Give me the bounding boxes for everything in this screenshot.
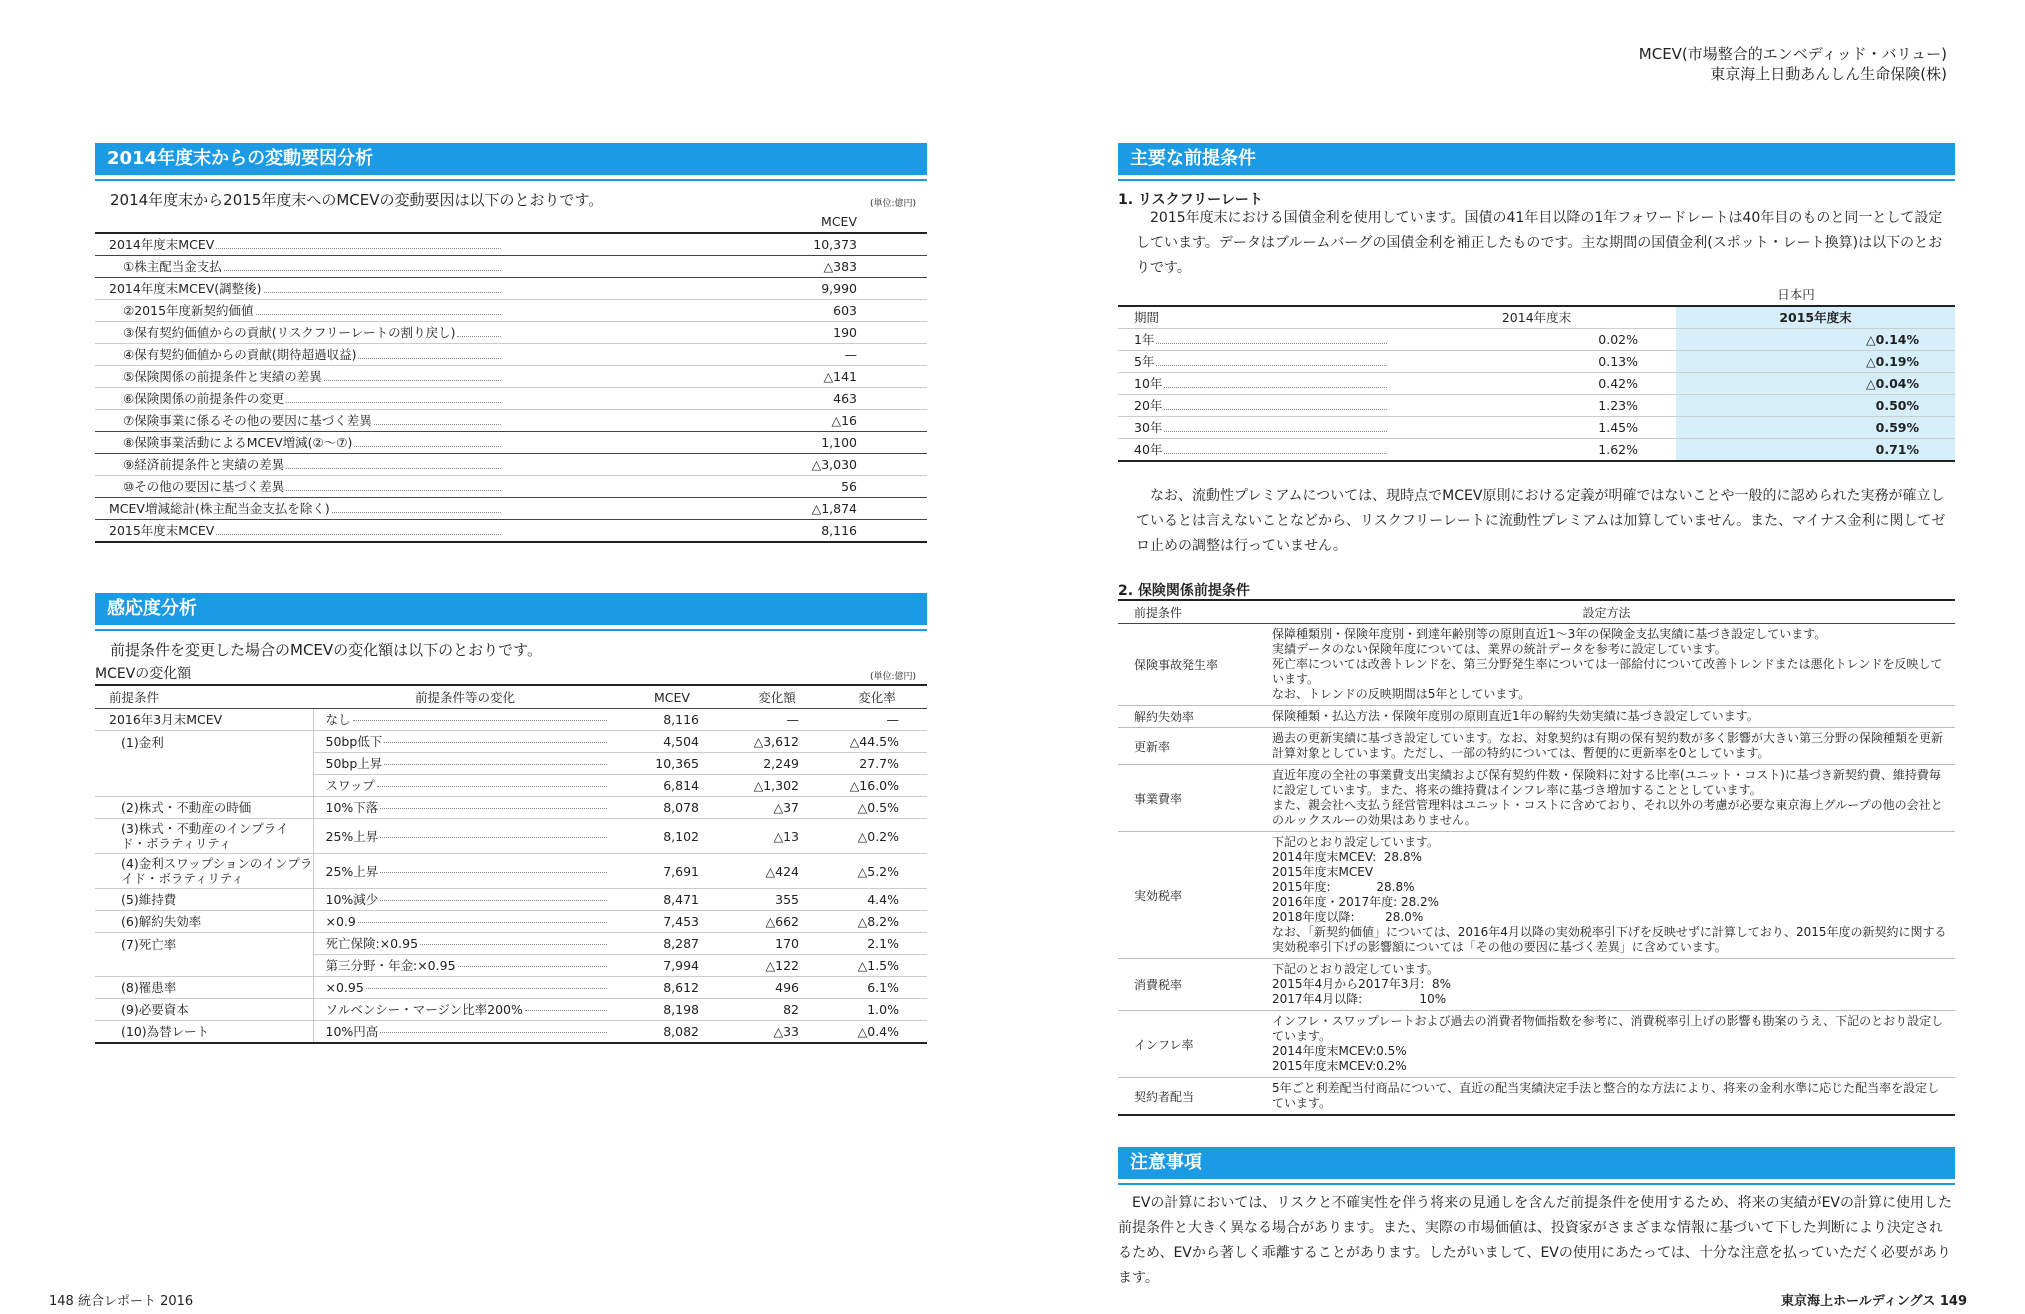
table-row: 契約者配当 5年ごと利差配当付商品について、直近の配当実績決定手法と整合的な方法により、将来の金利水準に応じた配当率を設定しています。 — [1118, 1078, 1955, 1116]
table-row: ⑦保険事業に係るその他の要因に基づく差異 △16 — [95, 410, 927, 432]
assumption-line: インフレ・スワップレートおよび過去の消費者物価指数を参考に、消費税率引上げの影響も勘案のうえ、下記のとおり設定しています。 — [1272, 1014, 1944, 1043]
table-row: (1)金利 50bp低下 4,504 △3,612 △44.5% — [95, 731, 927, 753]
section-title-key-assumptions — [1118, 143, 1955, 175]
table-row: ⑥保険関係の前提条件の変更 463 — [95, 388, 927, 410]
assumption-line: 2015年度末MCEV — [1272, 865, 1374, 879]
section-title-text: 主要な前提条件 — [1130, 148, 1256, 169]
assumption-line: 保険種類・払込方法・保険年度別の原則直近1年の解約失効実績に基づき設定しています。 — [1272, 709, 1759, 723]
table-row: 40年 1.62% 0.71% — [1118, 439, 1955, 462]
section-title-text: 注意事項 — [1130, 1152, 1202, 1173]
assumption-text — [1258, 1011, 1955, 1078]
col-header-mcev: MCEV — [821, 214, 857, 229]
table-header-row: 前提条件 設定方法 — [1118, 600, 1955, 624]
assumption-line: 直近年度の全社の事業費支出実績および保有契約件数・保険料に対する比率(ユニット・コスト)に基づき新契約費、維持費毎に設定しています。また、将来の維持費はインフレ率に基づき増加することとしています。 — [1272, 768, 1941, 797]
risk-free-rate-table — [1118, 284, 1955, 462]
table-row: 5年 0.13% △0.19% — [1118, 351, 1955, 373]
assumption-line: なお、「新契約価値」については、2016年4月以降の実効税率引下げを反映せずに計算しており、2015年度の新契約に関する実効税率引下げの影響額については「その他の要因に基づく差異」に含めています。 — [1272, 925, 1947, 954]
table-row: MCEV増減総計(株主配当金支払を除く) △1,874 — [95, 498, 927, 520]
table-row: 保険事故発生率 保障種類別・保険年度別・到達年齢別等の原則直近1〜3年の保険金支払実績に基づき設定しています。 実績データのない保険年度については、業界の統計データを参考に設定しています。 死亡率については改善トレンドを、第三分野発生率については一部給付について改善トレンドまたは悪化トレンドを反映しています。 なお、トレンドの反映期間は5年としています。 — [1118, 624, 1955, 706]
assumption-line: 下記のとおり設定しています。 — [1272, 962, 1440, 976]
table-row: (10)為替レート 10%円高 8,082 △33 △0.4% — [95, 1021, 927, 1044]
page-header — [1639, 44, 1947, 84]
header-line1: MCEV(市場整合的エンベディッド・バリュー) — [1638, 45, 1947, 63]
assumption-text — [1258, 1078, 1955, 1116]
table-row: 解約失効率 保険種類・払込方法・保険年度別の原則直近1年の解約失効実績に基づき設定しています。 — [1118, 706, 1955, 728]
table-header-row: 期間 2014年度末 2015年度末 — [1118, 306, 1955, 329]
assumption-line: 2015年度: 28.8% — [1272, 880, 1415, 894]
table-row: (8)罹患率 ×0.95 8,612 496 6.1% — [95, 977, 927, 999]
table-row: ⑨経済前提条件と実績の差異 △3,030 — [95, 454, 927, 476]
table-row: ②2015年度新契約価値 603 — [95, 300, 927, 322]
table-row: ③保有契約価値からの貢献(リスクフリーレートの割り戻し) 190 — [95, 322, 927, 344]
table-row: 50bp上昇 10,365 2,249 27.7% — [95, 753, 927, 775]
table-row: 2015年度末MCEV 8,116 — [95, 520, 927, 543]
table-row: 1年 0.02% △0.14% — [1118, 329, 1955, 351]
intro-sensitivity: 前提条件を変更した場合のMCEVの変化額は以下のとおりです。 — [110, 641, 542, 659]
table-row: インフレ率 インフレ・スワップレートおよび過去の消費者物価指数を参考に、消費税率引上げの影響も勘案のうえ、下記のとおり設定しています。 2014年度末MCEV:0.5% 2015年度末MCEV:0.2% — [1118, 1011, 1955, 1078]
table-row: 更新率 過去の更新実績に基づき設定しています。なお、対象契約は有期の保有契約数が多く影響が大きい第三分野の保険種類を更新計算対象としています。ただし、一部の特約については、暫便的に更新率を0としています。 — [1118, 728, 1955, 765]
sensitivity-table — [95, 684, 927, 1044]
assumption-line: 保障種類別・保険年度別・到達年齢別等の原則直近1〜3年の保険金支払実績に基づき設定しています。 — [1272, 627, 1827, 641]
table-row: (5)維持費 10%減少 8,471 355 4.4% — [95, 889, 927, 911]
assumption-line: 5年ごと利差配当付商品について、直近の配当実績決定手法と整合的な方法により、将来の金利水準に応じた配当率を設定しています。 — [1272, 1081, 1940, 1110]
subheading-risk-free-rate: 1. リスクフリーレート — [1118, 192, 1263, 208]
footer-right: 東京海上ホールディングス 149 — [1781, 1294, 1967, 1309]
section-title-notes — [1118, 1147, 1955, 1179]
intro-change-analysis: 2014年度末から2015年度末へのMCEVの変動要因は以下のとおりです。 — [110, 191, 604, 209]
para-notes: EVの計算においては、リスクと不確実性を伴う将来の見通しを含んだ前提条件を使用するため、将来の実績がEVの計算に使用した前提条件と大きく異なる場合があります。また、実際の市場価値は、投資家がさまざまな情報に基づいて下した判断により決定されるため、EVから著しく乖離することがあります。したがいまして、EVの使用にあたっては、十分な注意を払っていただく必要があります。 — [1118, 1195, 1953, 1286]
section-title-change-analysis — [95, 143, 927, 175]
currency-label: 日本円 — [1397, 284, 1955, 306]
table-row: 2014年度末MCEV 10,373 — [95, 233, 927, 256]
table-row: (3)株式・不動産のインプライド・ボラティリティ 25%上昇 8,102 △13 △0.2% — [95, 819, 927, 854]
assumption-line: また、親会社へ支払う経営管理料はユニット・コストに含めており、それ以外の考慮が必要な東京海上グループの他の会社とのルックスルーの効果はありません。 — [1272, 798, 1943, 827]
table-row: 第三分野・年金:×0.95 7,994 △122 △1.5% — [95, 955, 927, 977]
section-title-text: 感応度分析 — [107, 598, 197, 619]
table-row: (6)解約失効率 ×0.9 7,453 △662 △8.2% — [95, 911, 927, 933]
assumption-text — [1258, 832, 1955, 959]
assumption-line: 2016年度・2017年度: 28.2% — [1272, 895, 1440, 909]
assumption-text — [1258, 728, 1955, 765]
assumption-line: 2014年度末MCEV:0.5% — [1272, 1044, 1407, 1058]
insurance-assumptions-table — [1118, 599, 1955, 1116]
table-row: (9)必要資本 ソルベンシー・マージン比率200% 8,198 82 1.0% — [95, 999, 927, 1021]
change-analysis-table — [95, 211, 927, 543]
table-row: ⑤保険関係の前提条件と実績の差異 △141 — [95, 366, 927, 388]
table-row: 事業費率 直近年度の全社の事業費支出実績および保有契約件数・保険料に対する比率(ユニット・コスト)に基づき新契約費、維持費毎に設定しています。また、将来の維持費はインフレ率に基づき増加することとしています。 また、親会社へ支払う経営管理料はユニット・コストに含めており、それ以外の考慮が必要な東京海上グループの他の会社とのルックスルーの効果はありません。 — [1118, 765, 1955, 832]
table-row: 30年 1.45% 0.59% — [1118, 417, 1955, 439]
table-row: ⑧保険事業活動によるMCEV増減(②〜⑦) 1,100 — [95, 432, 927, 454]
table-row: 2014年度末MCEV(調整後) 9,990 — [95, 278, 927, 300]
unit-label-1: (単位:億円) — [870, 199, 917, 209]
table-row: (2)株式・不動産の時価 10%下落 8,078 △37 △0.5% — [95, 797, 927, 819]
assumption-text — [1258, 959, 1955, 1011]
assumption-line: 過去の更新実績に基づき設定しています。なお、対象契約は有期の保有契約数が多く影響が大きい第三分野の保険種類を更新計算対象としています。ただし、一部の特約については、暫便的に更新率を0としています。 — [1272, 731, 1944, 760]
assumption-line: 実績データのない保険年度については、業界の統計データを参考に設定しています。 — [1272, 642, 1727, 656]
table-row: 20年 1.23% 0.50% — [1118, 395, 1955, 417]
para-liquidity-premium: なお、流動性プレミアムについては、現時点でMCEV原則における定義が明確ではないことや一般的に認められた実務が確立しているとは言えないことなどから、リスクフリーレートに流動性プレミアムは加算していません。また、マイナス金利に関してゼロ止めの調整は行っていません。 — [1136, 488, 1946, 554]
assumption-line: 2018年度以降: 28.0% — [1272, 910, 1424, 924]
header-line2: 東京海上日動あんしん生命保険(株) — [1710, 65, 1947, 83]
table-row: 2016年3月末MCEV なし 8,116 — — — [95, 709, 927, 731]
para-risk-free-rate: 2015年度末における国債金利を使用しています。国債の41年目以降の1年フォワードレートは40年目のものと同一として設定しています。データはブルームバーグの国債金利を補正したものです。主な期間の国債金利(スポット・レート換算)は以下のとおりです。 — [1136, 210, 1943, 276]
table-row: 実効税率 下記のとおり設定しています。 2014年度末MCEV: 28.8% 2015年度末MCEV 2015年度: 28.8% 2016年度・2017年度: 28.2% 2018年度以降: 28.0% なお、「新契約価値」については、2016年4月以降の実効税率引下げを反映せずに計算しており、2015年度の新契約に関する実効税率引下げの影響額については「その他の要因に基づく差異」に含めています。 — [1118, 832, 1955, 959]
table-row: (7)死亡率 死亡保険:×0.95 8,287 170 2.1% — [95, 933, 927, 955]
assumption-text — [1258, 624, 1955, 706]
table-row: 消費税率 下記のとおり設定しています。 2015年4月から2017年3月: 8% 2017年4月以降: 10% — [1118, 959, 1955, 1011]
table-row: ⑩その他の要因に基づく差異 56 — [95, 476, 927, 498]
table-header-row: 前提条件 前提条件等の変化 MCEV 変化額 変化率 — [95, 685, 927, 709]
section-title-sensitivity — [95, 593, 927, 625]
assumption-line: 2015年度末MCEV:0.2% — [1272, 1059, 1407, 1073]
assumption-text — [1258, 765, 1955, 832]
assumption-text — [1258, 706, 1955, 728]
table-row: ①株主配当金支払 △383 — [95, 256, 927, 278]
table-row: スワップ 6,814 △1,302 △16.0% — [95, 775, 927, 797]
assumption-line: 下記のとおり設定しています。 — [1272, 835, 1440, 849]
assumption-line: なお、トレンドの反映期間は5年としています。 — [1272, 687, 1531, 701]
table-row: ④保有契約価値からの貢献(期待超過収益) — — [95, 344, 927, 366]
section-title-text: 2014年度末からの変動要因分析 — [107, 148, 374, 169]
subheading-insurance-assumptions: 2. 保険関係前提条件 — [1118, 583, 1250, 599]
assumption-line: 2015年4月から2017年3月: 8% — [1272, 977, 1452, 991]
unit-label-2: (単位:億円) — [870, 672, 917, 682]
assumption-line: 2014年度末MCEV: 28.8% — [1272, 850, 1422, 864]
table-row: (4)金利スワップションのインプライド・ボラティリティ 25%上昇 7,691 △424 △5.2% — [95, 854, 927, 889]
subtitle-mcev-change: MCEVの変化額 — [95, 666, 192, 682]
footer-left: 148 統合レポート 2016 — [49, 1294, 194, 1309]
table-row: 10年 0.42% △0.04% — [1118, 373, 1955, 395]
assumption-line: 2017年4月以降: 10% — [1272, 992, 1447, 1006]
assumption-line: 死亡率については改善トレンドを、第三分野発生率については一部給付について改善トレンドまたは悪化トレンドを反映しています。 — [1272, 657, 1943, 686]
